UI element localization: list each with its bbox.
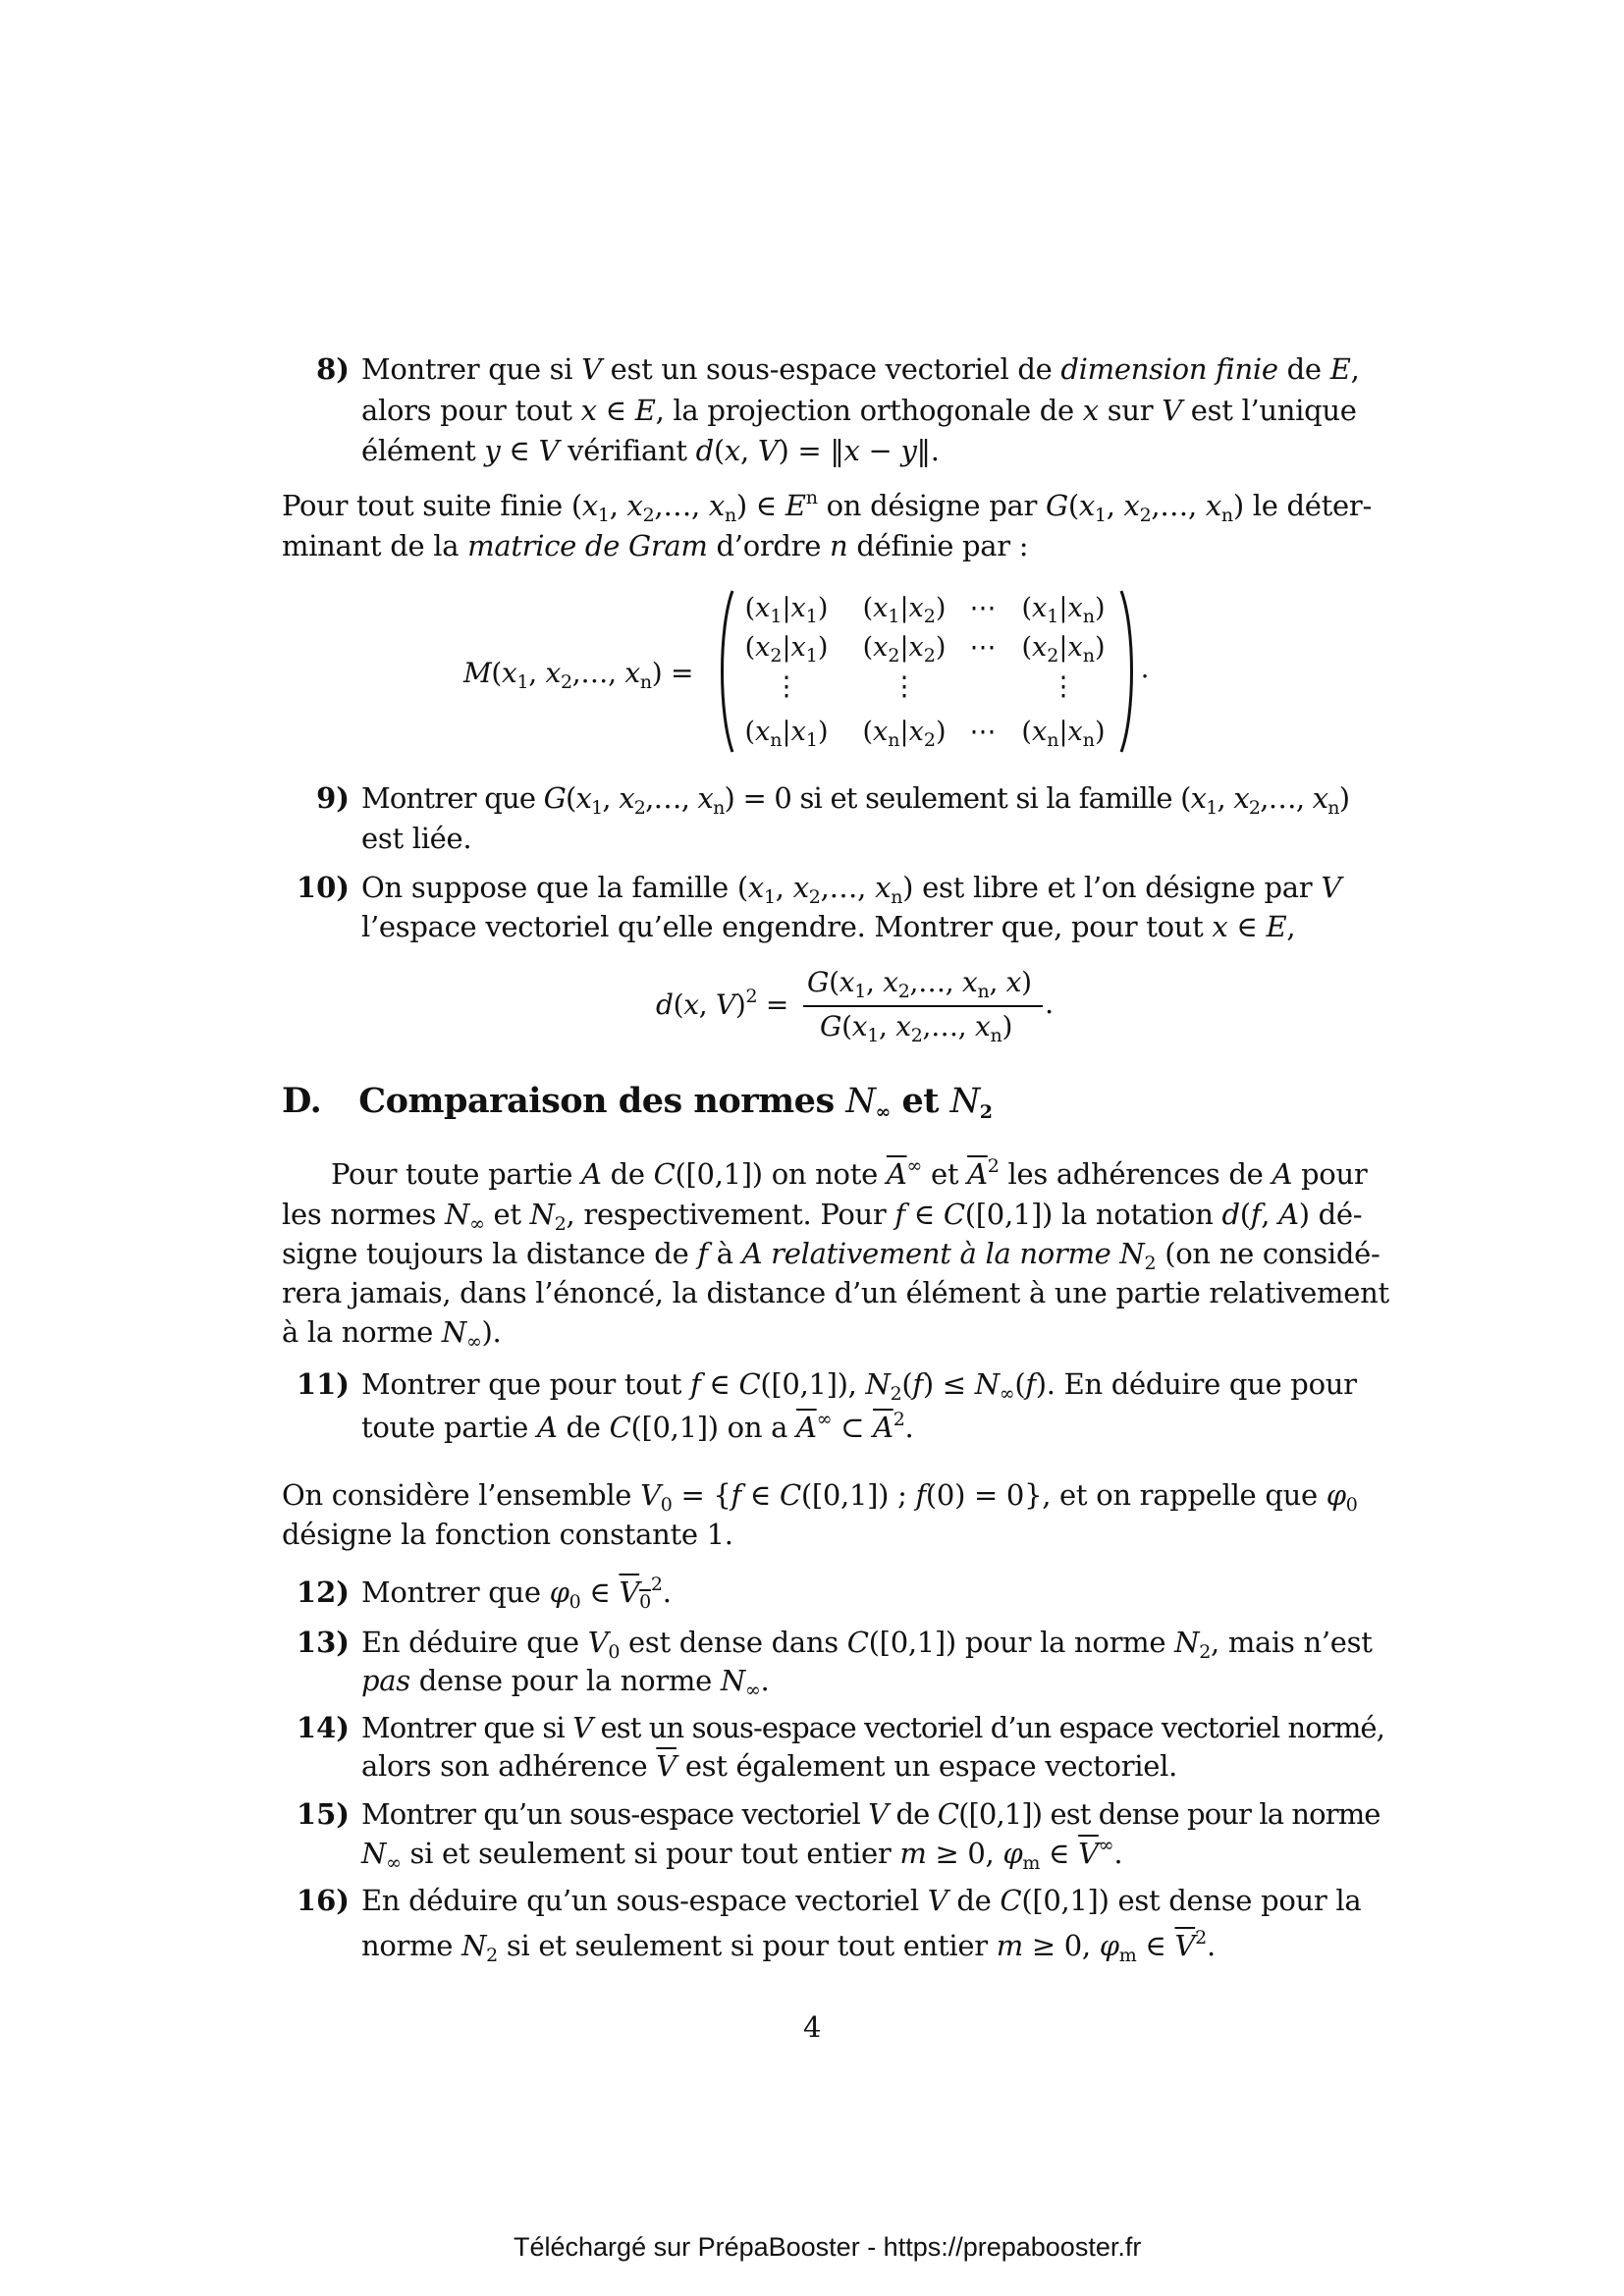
page-number: 4: [803, 2010, 822, 2044]
question-10-line-1: On suppose que la famille ($x_1$, $x_2,\dots$, $x_n$) est libre et l’on désigne par V: [361, 871, 1341, 908]
formula-trailing-dot: .: [1045, 987, 1054, 1020]
download-footer: Téléchargé sur PrépaBooster - https://prepabooster.fr: [514, 2232, 1142, 2262]
question-13-line-2: pas dense pour la norme $N_\infty$.: [361, 1664, 770, 1701]
question-9-line-2: est liée.: [361, 822, 472, 855]
matrix-cell: $(x_2|x_2)$: [862, 632, 947, 667]
matrix-cell: $(x_2|x_n)$: [1021, 632, 1106, 667]
question-number: 9): [316, 781, 350, 815]
v0-intro-line-1: On considère l’ensemble $V_0 = \{f$ ∈ C([0,1]) ; f(0) = 0}, et on rappelle que $\varphi_0$: [282, 1478, 1358, 1516]
section-d-intro-line-1: Pour toute partie A de C([0,1]) on note $\overline{A}^\infty$ et $\overline{A}^2$ les adhérences de A pour: [331, 1155, 1368, 1191]
question-number: 12): [296, 1575, 350, 1609]
gram-matrix: [715, 589, 1150, 754]
question-number: 10): [296, 871, 350, 904]
right-paren-icon: [1117, 589, 1139, 754]
matrix-cell: ⋯: [969, 632, 997, 663]
question-number: 15): [296, 1797, 350, 1831]
matrix-cell: ⋮: [891, 671, 918, 702]
matrix-cell: $(x_n|x_2)$: [862, 717, 947, 751]
matrix-cell: $(x_1|x_n)$: [1021, 593, 1106, 627]
question-16-line-2: norme $N_2$ si et seulement si pour tout entier m ≥ 0, $\varphi_m$ ∈ $\overline{V}^2$.: [361, 1927, 1216, 1966]
formula-denominator: $G(x_1$, $x_2,\dots$, $x_n$): [820, 1010, 1013, 1046]
section-d-intro-line-3: signe toujours la distance de f à A relativement à la norme $N_2$ (on ne considé-: [282, 1237, 1380, 1274]
question-11-line-2: toute partie A de C([0,1]) on a $\overline{A}^\infty$ ⊂ $\overline{A}^2$.: [361, 1409, 914, 1444]
section-d-intro-line-5: à la norme $N_\infty$).: [282, 1315, 502, 1353]
question-number: 13): [296, 1626, 350, 1659]
question-15-line-1: Montrer qu’un sous-espace vectoriel V de C([0,1]) est dense pour la norme: [361, 1797, 1380, 1831]
question-11-line-1: Montrer que pour tout f ∈ C([0,1]), $N_2(f) \le N_\infty(f)$. En déduire que pour: [361, 1367, 1357, 1405]
matrix-cell: $(x_n|x_n)$: [1021, 717, 1106, 751]
formula-numerator: $G(x_1$, $x_2,\dots$, $x_n$, x): [807, 966, 1032, 1002]
question-10-line-2: l’espace vectoriel qu’elle engendre. Montrer que, pour tout x ∈ E,: [361, 910, 1296, 943]
question-number: 16): [296, 1884, 350, 1917]
question-12-line-1: Montrer que $\varphi_0$ ∈ $V_0^2$.: [361, 1574, 672, 1613]
matrix-lhs: $M(x_1$, $x_2,\dots$, $x_n$) =: [463, 657, 694, 693]
matrix-trailing-dot: .: [1140, 654, 1150, 684]
question-16-line-1: En déduire qu’un sous-espace vectoriel V de C([0,1]) est dense pour la: [361, 1884, 1362, 1917]
section-heading: D. Comparaison des normes $N_\infty$ et $N_2$: [282, 1081, 993, 1123]
question-8-line-1: Montrer que si V est un sous-espace vectoriel de dimension finie de E,: [361, 352, 1360, 386]
gram-intro-line-1: Pour tout suite finie ($x_1$, $x_2,\dots$, $x_n$) ∈ $E^n$ on désigne par $G(x_1$, $x_2,\dots$, $x_n$) le déter-: [282, 487, 1372, 526]
matrix-cell: $(x_2|x_1)$: [744, 632, 829, 667]
matrix-cell: ⋯: [969, 593, 997, 623]
question-15-line-2: $N_\infty$ si et seulement si pour tout entier m ≥ 0, $\varphi_m$ ∈ $\overline{V}^\infty$.: [361, 1835, 1123, 1874]
matrix-cell: ⋮: [1050, 671, 1077, 702]
formula-lhs: d(x, V)$^2$ =: [656, 986, 789, 1021]
question-number: 11): [296, 1367, 350, 1401]
question-13-line-1: En déduire que $V_0$ est dense dans C([0,1]) pour la norme $N_2$, mais n’est: [361, 1626, 1373, 1663]
section-d-intro-line-2: les normes $N_\infty$ et $N_2$, respectivement. Pour f ∈ C([0,1]) la notation d(f, A) dé-: [282, 1198, 1363, 1235]
gram-intro-line-2: minant de la matrice de Gram d’ordre n définie par :: [282, 529, 1029, 562]
v0-intro-line-2: désigne la fonction constante 1.: [282, 1518, 733, 1551]
matrix-cell: $(x_1|x_1)$: [744, 593, 829, 627]
question-8-line-2: alors pour tout x ∈ E, la projection orthogonale de x sur V est l’unique: [361, 394, 1357, 427]
matrix-cell: $(x_n|x_1)$: [744, 717, 829, 751]
matrix-cell: ⋮: [773, 671, 800, 702]
section-d-intro-line-4: rera jamais, dans l’énoncé, la distance d’un élément à une partie relativement: [282, 1276, 1389, 1309]
matrix-cell: $(x_1|x_2)$: [862, 593, 947, 627]
question-9-line-1: Montrer que $G(x_1$, $x_2,\dots$, $x_n) = 0$ si et seulement si la famille ($x_1$, $x_2,\dots$, $x_n$): [361, 781, 1350, 819]
question-14-line-2: alors son adhérence $\overline{V}$ est également un espace vectoriel.: [361, 1749, 1177, 1783]
question-14-line-1: Montrer que si V est un sous-espace vectoriel d’un espace vectoriel normé,: [361, 1711, 1385, 1744]
section-label: D.: [282, 1081, 322, 1121]
question-number: 14): [296, 1711, 350, 1744]
fraction-bar: [803, 1005, 1043, 1007]
matrix-cell: ⋯: [969, 717, 997, 747]
question-8-line-3: élément y ∈ V vérifiant d(x, V) = ‖x − y‖.: [361, 434, 940, 467]
question-number: 8): [316, 352, 350, 386]
